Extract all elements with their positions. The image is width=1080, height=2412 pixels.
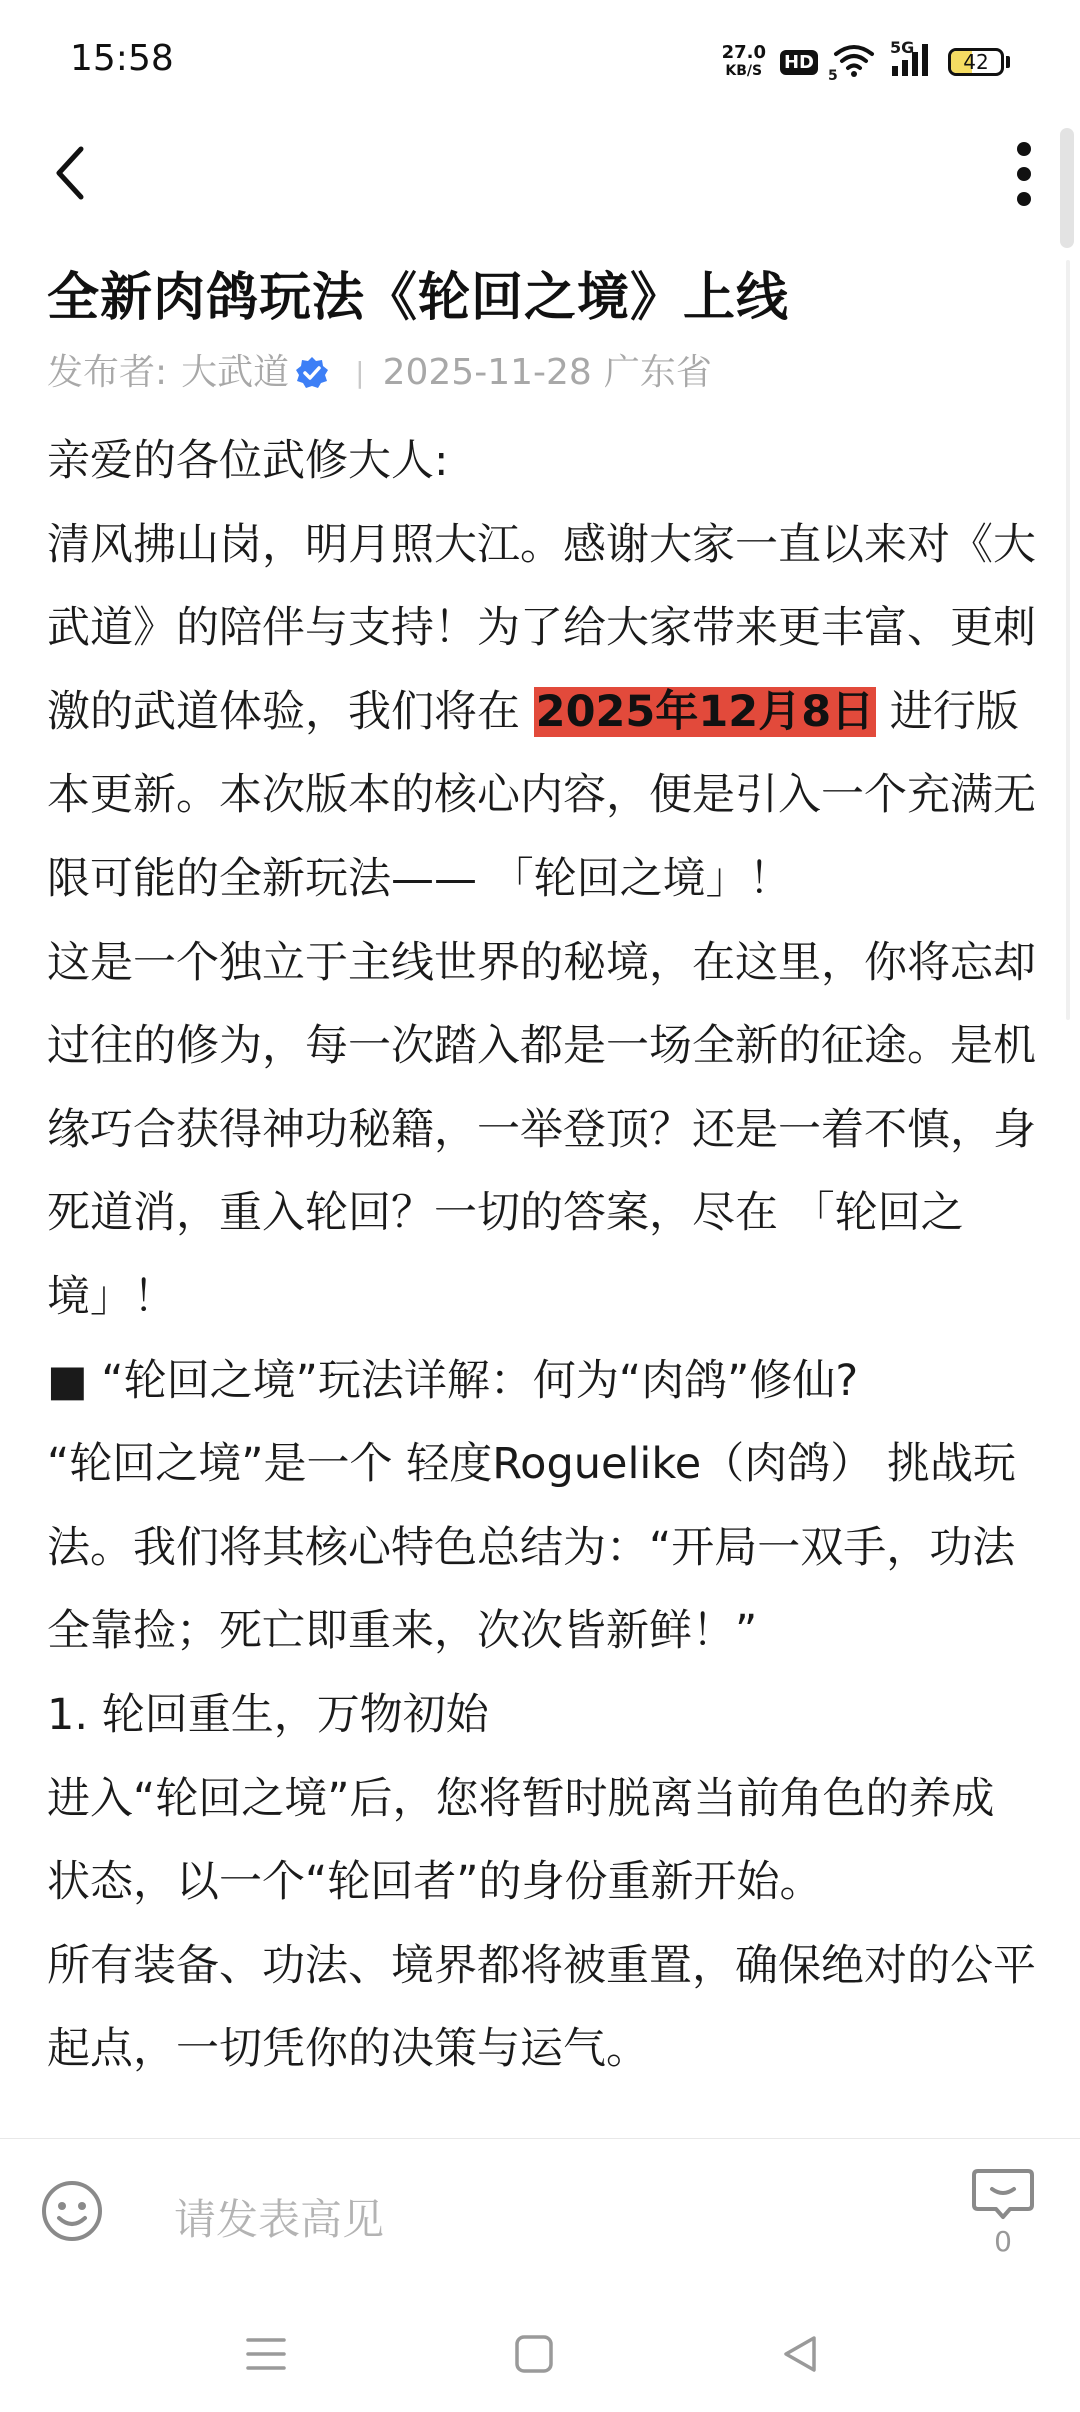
meta-separator: | [355,356,365,389]
comment-input[interactable]: 请发表高见 [174,2195,385,2244]
gameplay-paragraph: “轮回之境”是一个 轻度Roguelike（肉鸽） 挑战玩法。我们将其核心特色总结为：“开局一双手，功法全靠捡；死亡即重来，次次皆新鲜！” [47,1439,1016,1657]
back-triangle-icon [780,2334,820,2378]
comment-count: 0 [994,2225,1012,2258]
back-button[interactable] [36,140,106,210]
cellular-signal-icon [890,38,934,82]
more-vertical-icon [1014,139,1034,213]
chevron-left-icon [51,143,91,207]
scrollbar-thumb[interactable] [1060,128,1074,248]
emoji-smile-icon [40,2228,104,2247]
publisher-label: 发布者: [47,352,168,393]
section-heading: ■ “轮回之境”玩法详解：何为“肉鸽”修仙? [47,1355,859,1406]
intro-text-before: 清风拂山岗，明月照大江。感谢大家一直以来对《大武道》的陪伴与支持！为了给大家带来更丰富、更刺激的武道体验，我们将在 [47,519,1036,737]
hd-badge: HD [780,50,818,75]
scrollbar-track [1066,260,1070,1020]
status-icons [722,40,1010,84]
app-bar [0,110,1080,240]
article-meta [47,348,1037,398]
status-time: 15:58 [70,38,174,79]
more-options-button[interactable] [994,136,1054,216]
reset-paragraph: 所有装备、功法、境界都将被重置，确保绝对的公平起点，一切凭你的决策与运气。 [47,1940,1036,2075]
network-speed [722,44,766,80]
nav-back-button[interactable] [770,2326,830,2386]
verified-badge-icon [295,356,329,390]
recent-apps-button[interactable] [236,2326,296,2386]
comment-bar [0,2138,1080,2289]
home-button[interactable] [504,2326,564,2386]
publish-location: 广东省 [603,352,712,393]
update-date-highlight: 2025年12月8日 [535,686,875,737]
comment-button[interactable] [970,2167,1036,2267]
battery-icon [948,48,1010,76]
battery-level: 42 [963,50,989,74]
wifi-icon [828,42,876,84]
menu-icon [246,2336,286,2376]
network-speed-value: 27.0 [721,42,766,63]
article-title: 全新肉鸽玩法《轮回之境》上线 [47,268,790,328]
article-body [47,420,1037,2092]
item-heading: 1. 轮回重生，万物初始 [47,1689,489,1740]
intro-paragraph [47,504,1037,922]
wifi-badge: 5 [828,68,838,84]
home-square-icon [514,2334,554,2378]
intro-text-after: 进行版本更新。本次版本的核心内容，便是引入一个充满无限可能的全新玩法—— 「轮回之境」！ [47,686,1036,904]
network-speed-unit: KB/S [725,63,763,79]
status-bar [0,0,1080,110]
publisher-name[interactable]: 大武道 [181,352,290,393]
emoji-button[interactable] [40,2179,104,2243]
description-paragraph: 这是一个独立于主线世界的秘境，在这里，你将忘却过往的修为，每一次踏入都是一场全新的征途。是机缘巧合获得神功秘籍，一举登顶？还是一着不慎，身死道消，重入轮回？一切的答案，尽在 「轮回之境」！ [47,937,1036,1322]
article-content [47,258,1037,2130]
greeting-paragraph: 亲爱的各位武修大人: [47,436,449,486]
cellular-badge: 5G [890,38,915,57]
system-nav-bar [0,2290,1080,2412]
publish-date: 2025-11-28 [382,352,592,393]
rebirth-paragraph: 进入“轮回之境”后，您将暂时脱离当前角色的养成状态，以一个“轮回者”的身份重新开始。 [47,1773,995,1908]
